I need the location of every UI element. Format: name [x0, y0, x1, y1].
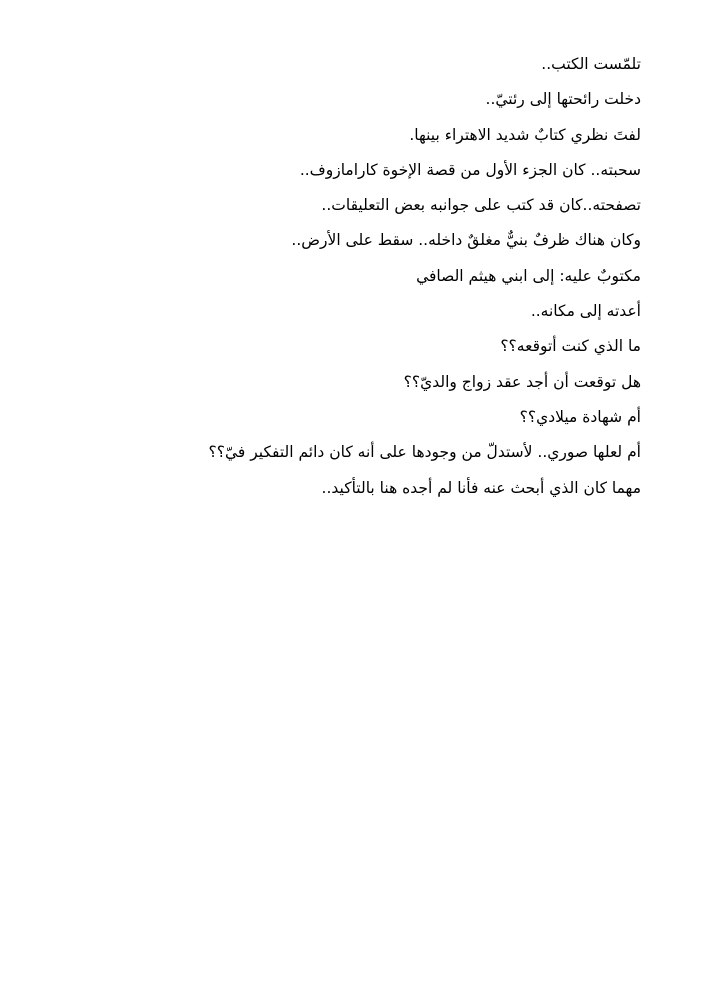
text-line-7: مكتوبٌ عليه: إلى ابني هيثم الصافي — [416, 266, 641, 285]
text-line-4: سحبته.. كان الجزء الأول من قصة الإخوة كارامازوف.. — [299, 160, 641, 179]
text-block — [81, 52, 641, 511]
text-line-2: دخلت رائحتها إلى رئتيّ.. — [485, 90, 641, 109]
text-line-5: تصفحته..كان قد كتب على جوانبه بعض التعليقات.. — [321, 196, 641, 215]
text-line-12: أم لعلها صوري.. لأستدلّ من وجودها على أنه كان دائم التفكير فيّ؟؟ — [208, 443, 641, 462]
text-line-8: أعدته إلى مكانه.. — [530, 302, 641, 321]
text-line-9: ما الذي كنت أتوقعه؟؟ — [500, 337, 641, 356]
text-line-1: تلمّست الكتب.. — [541, 55, 641, 73]
text-line-11: أم شهادة ميلادي؟؟ — [519, 407, 641, 426]
text-line-6: وكان هناك ظرفٌ بنيٌّ مغلقٌ داخله.. سقط على الأرض.. — [291, 231, 641, 250]
text-line-3: لفتَ نظري كتابٌ شديد الاهتراء بينها. — [409, 125, 641, 144]
text-line-13: مهما كان الذي أبحث عنه فأنا لم أجده هنا بالتأكيد.. — [321, 478, 641, 497]
text-line-10: هل توقعت أن أجد عقد زواج والديّ؟؟ — [403, 372, 641, 391]
